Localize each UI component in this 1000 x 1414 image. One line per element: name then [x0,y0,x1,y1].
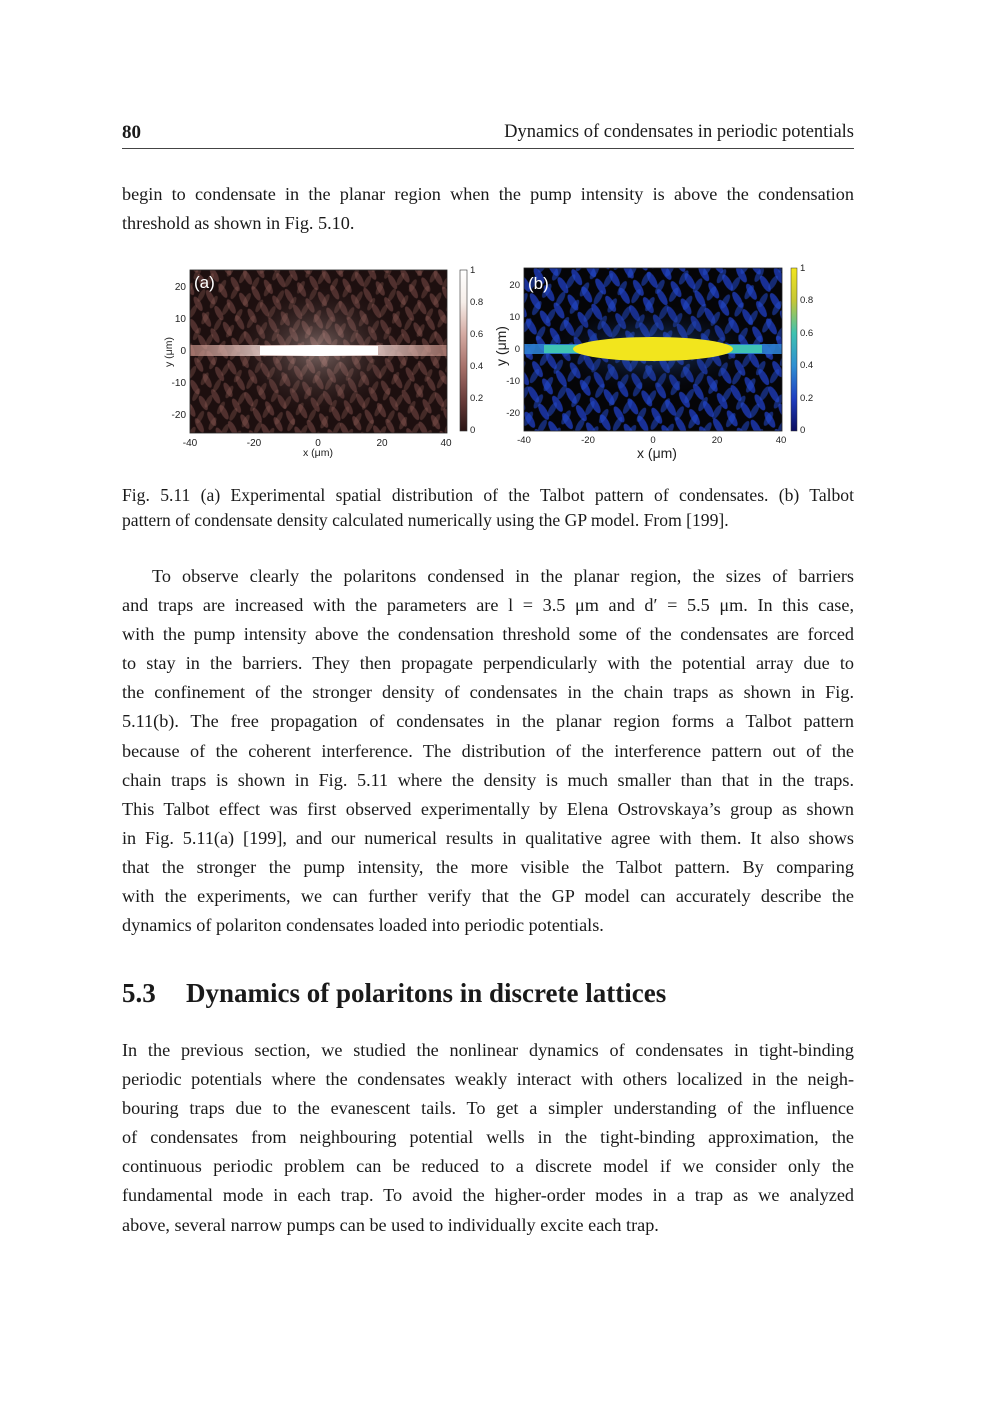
colorbar-tick-label: 0.2 [470,393,484,404]
text-line: periodic potentials where the condensates weakly interact with others localized in the neigh- [122,1069,854,1090]
text-line: To observe clearly the polaritons condensed in the planar region, the sizes of barriers [152,566,854,586]
intro-paragraph [122,180,854,238]
figure-5-11 [150,258,830,468]
x-tick-label: 0 [650,435,656,446]
x-tick-label: 20 [376,438,388,449]
section-paragraph [122,1036,854,1240]
y-tick-label: 0 [514,344,520,355]
colorbar-tick-label: 0.4 [470,361,484,372]
colorbar-tick-label: 0 [470,425,476,436]
text-line: the confinement of the stronger density of condensates in the chain traps as shown in Fig. [122,682,854,703]
text-line: of condensates from neighbouring potential wells in the tight-binding approximation, the [122,1127,854,1148]
colorbar-tick-label: 0.6 [470,329,484,340]
text-line: that the stronger the pump intensity, the more visible the Talbot pattern. By comparing [122,856,854,877]
text-line: In the previous section, we studied the nonlinear dynamics of condensates in tight-binding [122,1040,854,1060]
text-line: threshold as shown in Fig. 5.10. [122,213,355,234]
colorbar-tick-label: 1 [470,265,476,276]
y-tick-label: -10 [171,378,186,389]
y-tick-label: 10 [174,314,186,325]
y-tick-label: 10 [509,312,520,323]
text-line: in Fig. 5.11(a) [199], and our numerical results in qualitative agree with them. It also shows [122,827,854,848]
caption-line: pattern of condensate density calculated numerically using the GP model. From [199]. [122,510,729,530]
panel-a-colorbar [460,270,467,431]
text-line: bouring traps due to the evanescent tails. To get a simpler understanding of the influence [122,1098,854,1119]
x-tick-label: -20 [581,435,595,446]
y-tick-label: 20 [509,280,520,291]
y-tick-label: -20 [171,410,186,421]
panel-b [493,263,813,461]
panel-b-colorbar [791,268,797,431]
x-tick-label: -20 [246,438,262,449]
panel-a-label: (a) [194,273,215,292]
colorbar-tick-label: 0 [800,425,806,436]
text-line: to stay in the barriers. They then propagate perpendicularly with the potential array due to [122,653,854,674]
panel-b-x-axis-label: x (μm) [637,445,677,461]
y-tick-label: -10 [506,376,520,387]
x-tick-label: 20 [711,435,723,446]
section-heading [122,978,666,1009]
text-line: This Talbot effect was first observed experimentally by Elena Ostrovskaya’s group as shown [122,798,854,819]
x-tick-label: -40 [182,438,198,449]
text-line: fundamental mode in each trap. To avoid the higher-order modes in a trap as we analyzed [122,1185,854,1206]
panel-a-y-axis-label: y (μm) [163,337,175,367]
colorbar-tick-label: 0.6 [800,328,814,339]
text-line: with the experiments, we can further verify that the GP model can accurately describe the [122,886,854,907]
x-tick-label: 40 [440,438,452,449]
colorbar-tick-label: 0.8 [470,297,484,308]
x-tick-label: -40 [517,435,531,446]
figure-caption [122,483,854,533]
text-line: with the pump intensity above the condensation threshold some of the condensates are forced [122,624,854,645]
x-tick-label: 40 [775,435,787,446]
running-header [122,122,854,149]
colorbar-tick-label: 1 [800,263,806,274]
text-line: above, several narrow pumps can be used to individually excite each trap. [122,1214,659,1235]
text-line: chain traps is shown in Fig. 5.11 where the density is much smaller than that in the traps. [122,769,854,790]
panel-b-condensate-core [573,337,733,361]
x-tick-label: 0 [315,438,321,449]
section-title: Dynamics of polaritons in discrete lattices [186,978,667,1008]
panel-b-y-axis-label: y (μm) [493,326,509,366]
page-number: 80 [122,122,141,143]
section-number: 5.3 [122,978,156,1008]
body-paragraph [122,562,854,940]
text-line: dynamics of polariton condensates loaded into periodic potentials. [122,915,604,936]
panel-a-x-axis-label: x (μm) [303,447,333,459]
text-line: and traps are increased with the parameters are l = 3.5 μm and d′ = 5.5 μm. In this case, [122,595,854,616]
y-tick-label: 0 [180,346,186,357]
y-tick-label: 20 [174,282,186,293]
y-tick-label: -20 [506,408,520,419]
text-line: 5.11(b). The free propagation of condensates in the planar region forms a Talbot pattern [122,711,854,732]
panel-a [163,265,483,459]
colorbar-tick-label: 0.4 [800,360,814,371]
text-line: because of the coherent interference. The distribution of the interference pattern out of the [122,740,854,761]
colorbar-tick-label: 0.8 [800,295,814,306]
colorbar-tick-label: 0.2 [800,393,814,404]
text-line: begin to condensate in the planar region when the pump intensity is above the condensation [122,184,854,204]
caption-line: Fig. 5.11 (a) Experimental spatial distribution of the Talbot pattern of condensates. (b) Talbot [122,485,854,505]
text-line: continuous periodic problem can be reduced to a discrete model if we consider only the [122,1156,854,1177]
running-title: Dynamics of condensates in periodic potentials [504,122,854,142]
panel-b-label: (b) [528,274,549,293]
